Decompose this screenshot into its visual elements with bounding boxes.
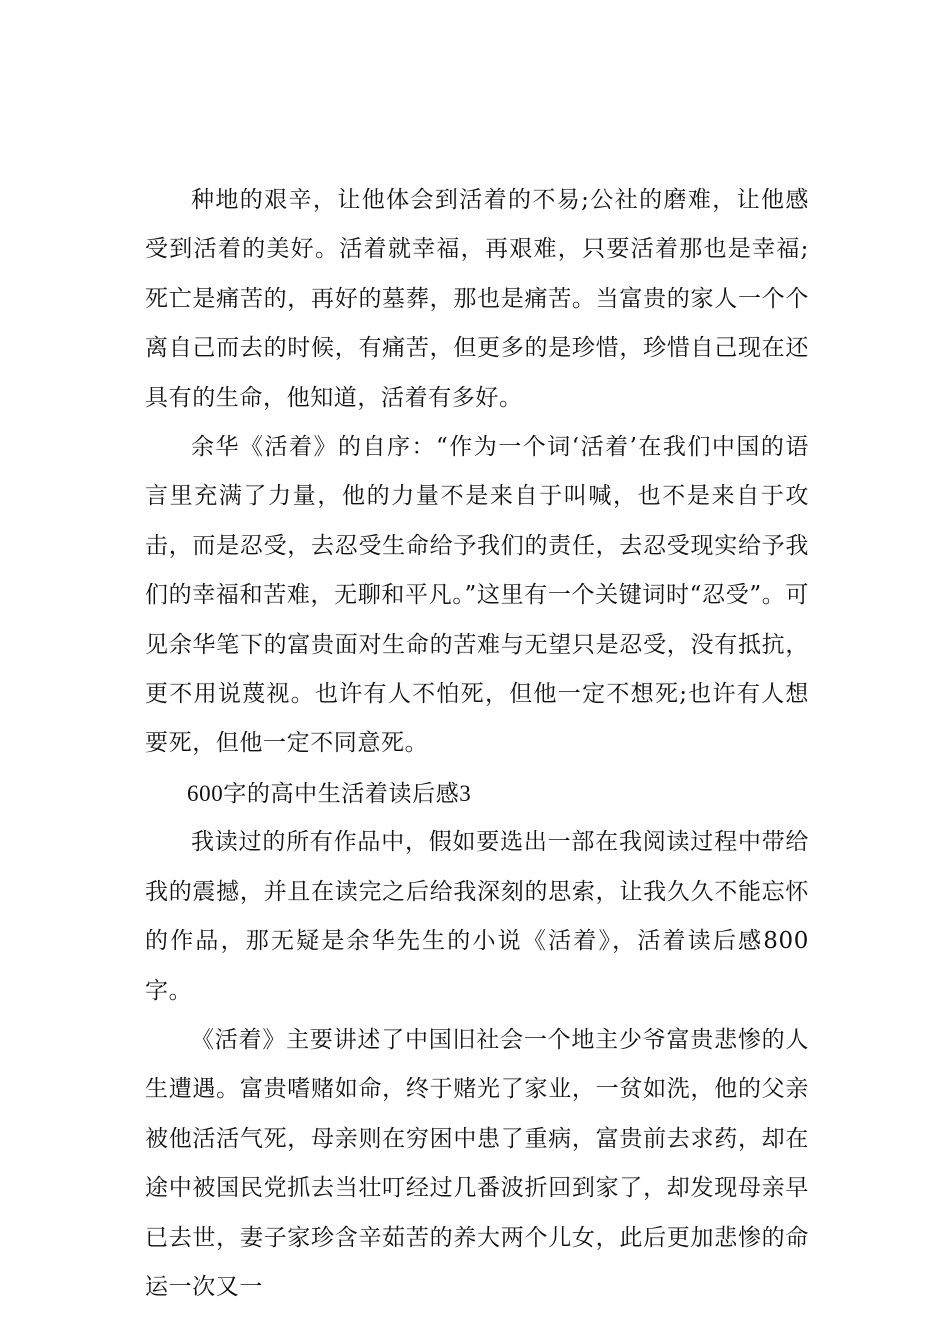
document-body <box>145 176 809 1312</box>
section-heading: 600字的高中生活着读后感3 <box>187 780 472 806</box>
paragraph-story-summary: 《活着》主要讲述了中国旧社会一个地主少爷富贵悲惨的人生遭遇。富贵嗜赌如命，终于赌光了家业，一贫如洗，他的父亲被他活活气死，母亲则在穷困中患了重病，富贵前去求药，却在途中被国民党抓去当壮叮经过几番波折回到家了，却发现母亲早已去世，妻子家珍含辛茹苦的养大两个儿女，此后更加悲惨的命运一次又一 <box>145 1026 809 1300</box>
paragraph-reading-impression: 我读过的所有作品中，假如要选出一部在我阅读过程中带给我的震撼，并且在读完之后给我深刻的思索，让我久久不能忘怀的作品，那无疑是余华先生的小说《活着》，活着读后感800字。 <box>145 829 809 1004</box>
paragraph-author-preface: 余华《活着》的自序：“作为一个词‘活着’在我们中国的语言里充满了力量，他的力量不是来自于叫喊，也不是来自于攻击，而是忍受，去忍受生命给予我们的责任，去忍受现实给予我们的幸福和苦难，无聊和平凡。”这里有一个关键词时“忍受”。可见余华笔下的富贵面对生命的苦难与无望只是忍受，没有抵抗，更不用说蔑视。也许有人不怕死，但他一定不想死;也许有人想要死，但他一定不同意死。 <box>145 434 809 757</box>
paragraph-hardship-of-farming: 种地的艰辛，让他体会到活着的不易;公社的磨难，让他感受到活着的美好。活着就幸福，再艰难，只要活着那也是幸福;死亡是痛苦的，再好的墓葬，那也是痛苦。当富贵的家人一个个离自己而去的时候，有痛苦，但更多的是珍惜，珍惜自己现在还具有的生命，他知道，活着有多好。 <box>145 187 809 411</box>
